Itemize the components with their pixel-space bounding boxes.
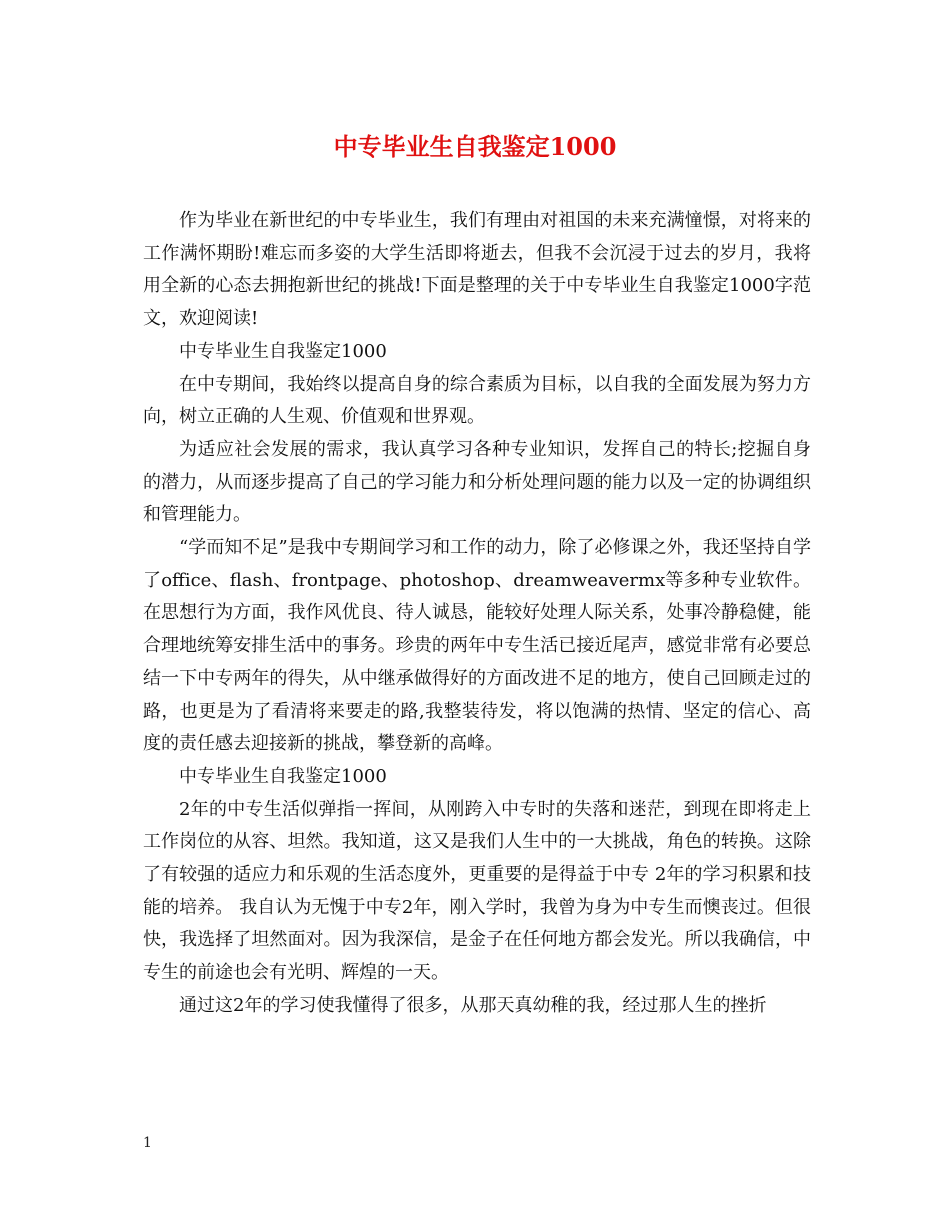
document-title: 中专毕业生自我鉴定1000 — [333, 132, 617, 161]
paragraph: 为适应社会发展的需求，我认真学习各种专业知识，发挥自己的特长;挖掘自身的潜力，从而逐步提高了自己的学习能力和分析处理问题的能力以及一定的协调组织和管理能力。 — [143, 438, 811, 526]
section-heading-1: 中专毕业生自我鉴定1000 — [179, 340, 387, 362]
paragraph: 2年的中专生活似弹指一挥间，从刚跨入中专时的失落和迷茫，到现在即将走上工作岗位的从容、坦然。我知道，这又是我们人生中的一大挑战，角色的转换。这除了有较强的适应力和乐观的生活态度外，更重要的是得益于中专 2年的学习积累和技能的培养。 我自认为无愧于中专2年，刚入学时，我曾为身为中专生而懊丧过。但很快，我选择了坦然面对。因为我深信，是金子在任何地方都会发光。所以我确信，中专生的前途也会有光明、辉煌的一天。 — [143, 798, 811, 984]
paragraph: 通过这2年的学习使我懂得了很多，从那天真幼稚的我，经过那人生的挫折 — [179, 994, 767, 1016]
section-heading-2: 中专毕业生自我鉴定1000 — [179, 765, 387, 787]
document-body — [143, 205, 811, 1023]
paragraph-intro: 作为毕业在新世纪的中专毕业生，我们有理由对祖国的未来充满憧憬，对将来的工作满怀期盼!难忘而多姿的大学生活即将逝去，但我不会沉浸于过去的岁月，我将用全新的心态去拥抱新世纪的挑战!下面是整理的关于中专毕业生自我鉴定1000字范文，欢迎阅读! — [143, 210, 811, 330]
paragraph: “学而知不足”是我中专期间学习和工作的动力，除了必修课之外，我还坚持自学了office、flash、frontpage、photoshop、dreamweavermx等多种专业软件。在思想行为方面，我作风优良、待人诚恳，能较好处理人际关系，处事冷静稳健，能合理地统筹安排生活中的事务。珍贵的两年中专生活已接近尾声，感觉非常有必要总结一下中专两年的得失，从中继承做得好的方面改进不足的地方，使自己回顾走过的路，也更是为了看清将来要走的路,我整装待发，将以饱满的热情、坚定的信心、高度的责任感去迎接新的挑战，攀登新的高峰。 — [143, 537, 811, 755]
paragraph: 在中专期间，我始终以提高自身的综合素质为目标，以自我的全面发展为努力方向，树立正确的人生观、价值观和世界观。 — [143, 373, 811, 428]
page-number: 1 — [143, 1135, 152, 1151]
